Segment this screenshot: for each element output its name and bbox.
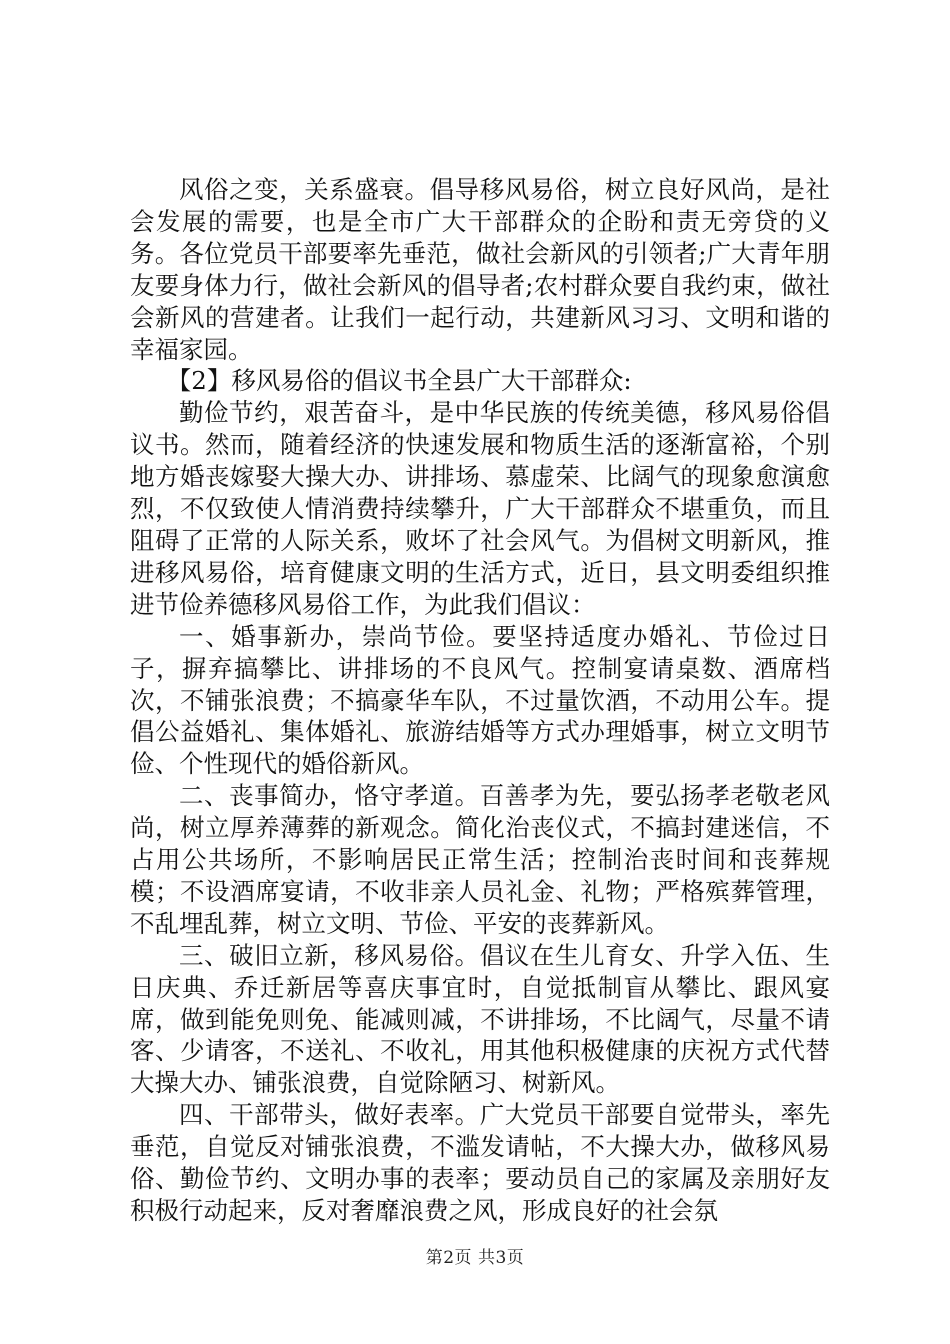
page-number-footer: 第2页 共3页 [425,1248,525,1268]
section-heading: 【2】移风易俗的倡议书全县广大干部群众: [166,366,632,396]
paragraph-item-1: 一、婚事新办，崇尚节俭。要坚持适度办婚礼、节俭过日子，摒弃搞攀比、讲排场的不良风气。控制宴请桌数、酒席档次，不铺张浪费；不搞豪华车队，不过量饮酒，不动用公车。提倡公益婚礼、集体婚礼、旅游结婚等方式办理婚事，树立文明节俭、个性现代的婚俗新风。 [130,621,830,779]
paragraph-item-3: 三、破旧立新，移风易俗。倡议在生儿育女、升学入伍、生日庆典、乔迁新居等喜庆事宜时，自觉抵制盲从攀比、跟风宴席，做到能免则免、能减则减，不讲排场，不比阔气，尽量不请客、少请客，不送礼、不收礼，用其他积极健康的庆祝方式代替大操大办、铺张浪费，自觉除陋习、树新风。 [130,940,830,1098]
document-body [130,174,830,1227]
paragraph-intro: 风俗之变，关系盛衰。倡导移风易俗，树立良好风尚，是社会发展的需要，也是全市广大干部群众的企盼和责无旁贷的义务。各位党员干部要率先垂范，做社会新风的引领者;广大青年朋友要身体力行，做社会新风的倡导者;农村群众要自我约束，做社会新风的营建者。让我们一起行动，共建新风习习、文明和谐的幸福家园。 [130,175,830,364]
paragraph-background: 勤俭节约，艰苦奋斗，是中华民族的传统美德，移风易俗倡议书。然而，随着经济的快速发展和物质生活的逐渐富裕，个别地方婚丧嫁娶大操大办、讲排场、慕虚荣、比阔气的现象愈演愈烈，不仅致使人情消费持续攀升，广大干部群众不堪重负，而且阻碍了正常的人际关系，败坏了社会风气。为倡树文明新风，推进移风易俗，培育健康文明的生活方式，近日，县文明委组织推进节俭养德移风易俗工作，为此我们倡议： [130,398,830,619]
paragraph-item-2: 二、丧事简办，恪守孝道。百善孝为先，要弘扬孝老敬老风尚，树立厚养薄葬的新观念。简化治丧仪式，不搞封建迷信，不占用公共场所，不影响居民正常生活；控制治丧时间和丧葬规模；不设酒席宴请，不收非亲人员礼金、礼物；严格殡葬管理，不乱埋乱葬，树立文明、节俭、平安的丧葬新风。 [130,781,830,938]
paragraph-item-4: 四、干部带头，做好表率。广大党员干部要自觉带头，率先垂范，自觉反对铺张浪费，不滥发请帖，不大操大办，做移风易俗、勤俭节约、文明办事的表率；要动员自己的家属及亲朋好友积极行动起来，反对奢靡浪费之风，形成良好的社会氛 [130,1100,830,1225]
